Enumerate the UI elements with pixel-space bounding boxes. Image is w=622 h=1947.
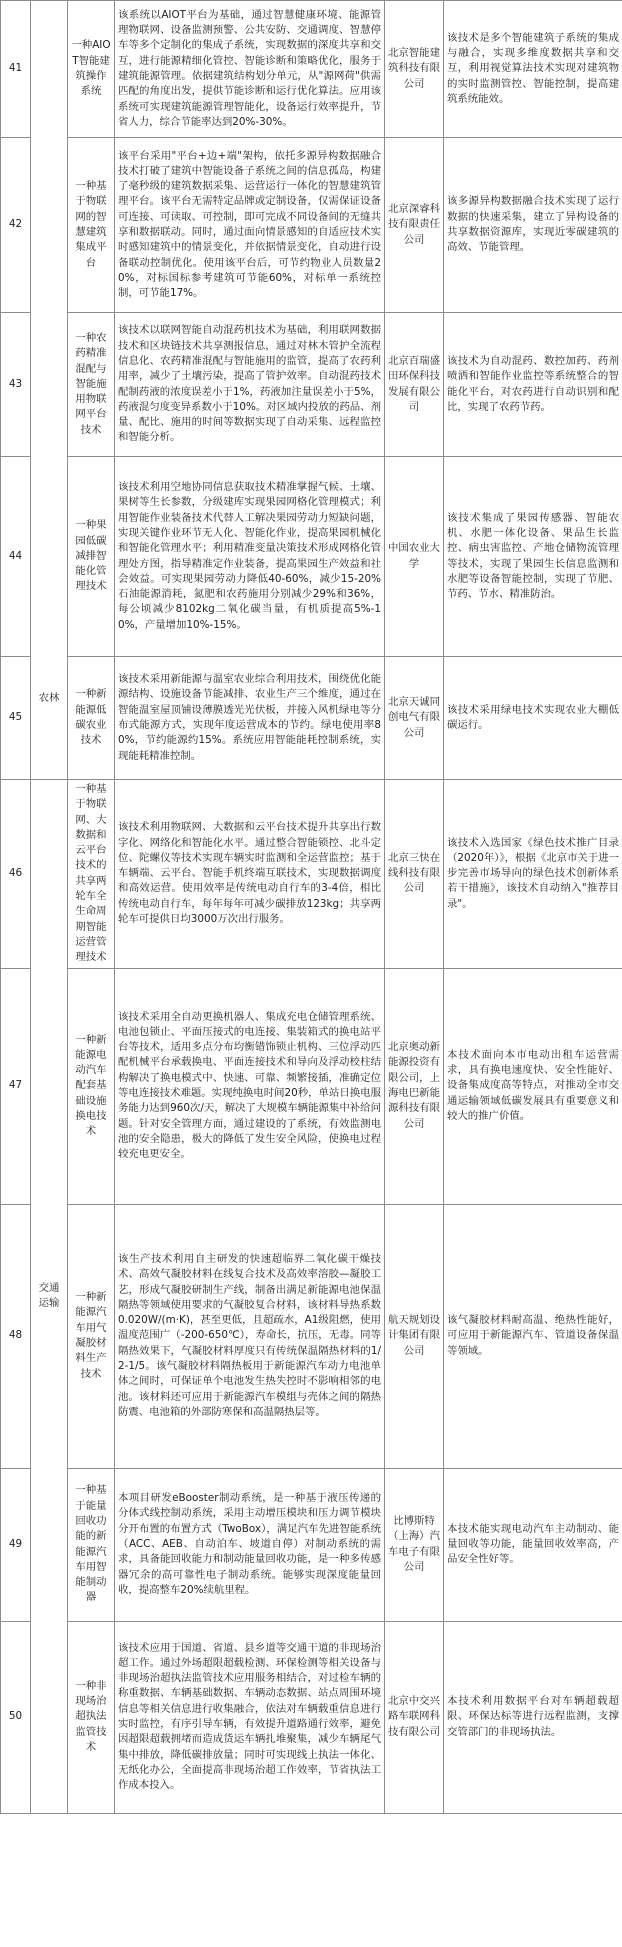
row-number: 45 — [1, 657, 31, 780]
technology-remark: 该技术是多个智能建筑子系统的集成与融合，实现多维度数据共享和交互，利用视觉算法技术实现对建筑物的实时监测管控、智能控制，提高建筑系统能效。 — [444, 1, 622, 138]
technology-remark: 本技术利用数据平台对车辆超载超限、环保达标等进行远程监测，支撑交管部门的非现场执法。 — [444, 1621, 622, 1813]
technology-name: 一种基于能量回收功能的新能源汽车用智能制动器 — [68, 1468, 115, 1621]
company-name: 北京奥动新能源投资有限公司，上海电巴新能源科技有限公司 — [385, 968, 444, 1204]
row-number: 41 — [1, 1, 31, 138]
company-name: 北京天诚同创电气有限公司 — [385, 657, 444, 780]
technology-remark: 本技术能实现电动汽车主动制动、能量回收等功能，能量回收效率高，产品安全性好等。 — [444, 1468, 622, 1621]
row-number: 43 — [1, 313, 31, 457]
row-number: 42 — [1, 138, 31, 313]
technology-name: 一种农药精准混配与智能施用物联网平台技术 — [68, 313, 115, 457]
sector-cell: 交通运输 — [31, 780, 68, 1814]
technology-name: 一种新能源电动汽车配套基础设施换电技术 — [68, 968, 115, 1204]
technology-description: 该技术利用物联网、大数据和云平台技术提升共享出行数字化、网络化和智能化水平。通过整合智能锁控、北斗定位、陀螺仪等技术实现车辆实时监测和全运营监控；基于车辆端、云平台、智能手机终端互联技术，实现数据调度和高效运营。使用效率是传统电动自行车的3-4倍，相比传统电动自行车，每年每年可减少碳排放123kg；共享两轮车可提供日均3000万次出行服务。 — [115, 780, 385, 969]
company-name: 北京智能建筑科技有限公司 — [385, 1, 444, 138]
company-name: 航天规划设计集团有限公司 — [385, 1204, 444, 1468]
row-number: 50 — [1, 1621, 31, 1813]
technology-description: 该平台采用"平台+边+端"架构，依托多源异构数据融合技术打破了建筑中智能设备子系统之间的信息孤岛，构建了毫秒级的建筑数据采集、运营运行一体化的智慧建筑管理平台。该平台无需特定品牌或定制设备，仅需保证设备可连接、可读取、可控制，即可完成不同设备间的无缝共享和数据联动。同时，通过面向情景感知的自适应技术实时感知建筑中的情景变化，并依据情景变化，自动进行设备联动控制优化。使用该平台后，可节约物业人员数量20%，对标国标参考建筑可节能60%，对标单一系统控制，可节能17%。 — [115, 138, 385, 313]
technology-description: 该技术应用于国道、省道、县乡道等交通干道的非现场治超工作。通过外场超限超载检测、环保检测等相关设备与非现场治超执法监管技术应用服务相结合，对过检车辆的称重数据、车辆基础数据、车辆动态数据、站点周围环境信息等相关信息进行收集融合，依法对车辆载重信息进行实时监控，有序引导车辆，有效提升道路通行效率，避免因超限超载拥堵而造成货运车辆扎堆聚集，减少车辆尾气集中排放，降低碳排放量；同时可实现线上执法一体化、无纸化办公，全面提高非现场治超工作效率，节省执法工作成本投入。 — [115, 1621, 385, 1813]
technology-remark: 该技术采用绿电技术实现农业大棚低碳运行。 — [444, 657, 622, 780]
technology-description: 该技术以联网智能自动混药机技术为基础，利用联网数据技术和区块链技术共享测报信息，通过对林木管护全流程信息化、农药精准混配与智能施用的监管，提高了农药利用率，减少了土壤污染，提高了管护效率。自动混药技术配制药液的浓度误差小于1%，药液加注量误差小于5%，药液混匀度变异系数小于10%。对区域内投放的药品、剂量、配比、施用的时间等数据实现了自动采集、远程监控和智能分析。 — [115, 313, 385, 457]
table-row — [1, 1, 622, 138]
technology-description: 该技术采用新能源与温室农业综合利用技术，围绕优化能源结构、设施设备节能减排、农业生产三个维度，通过在智能温室屋顶铺设薄膜透光光伏板，并接入风机绿电等分布式能源方式，实现年度运营成本的节约。绿电使用率80%，节约能源约15%。系统应用智能能耗控制系统，实现能耗精准控制。 — [115, 657, 385, 780]
technology-description: 该技术采用全自动更换机器人、集成充电仓储管理系统、电池包锁止、平面压接式的电连接、集装箱式的换电站平台等技术，适用多点分布均衡错饰锁止机构、三位浮动匹配机械平台承载换电、平面连接技术和导向及浮动校柱结构解决了换电模式中、快速、可靠、频繁接插，准确定位等电连接技术难题。实现纯换电时间20秒，单站日换电服务能力达到960次/天，解决了大规模车辆能源集中补给问题。针对安全管理方面，通过建设的了系统，有效监测电池的安全隐患，极大的降低了发生安全风险，使换电过程较充电更安全。 — [115, 968, 385, 1204]
sector-cell: 农林 — [31, 1, 68, 780]
row-number: 44 — [1, 457, 31, 657]
technology-remark: 该多源异构数据融合技术实现了运行数据的快速采集，建立了异构设备的共享数据资源库，实现近零碳建筑的高效、节能管理。 — [444, 138, 622, 313]
table-row — [1, 968, 622, 1204]
table-row — [1, 138, 622, 313]
table-row — [1, 1204, 622, 1468]
technology-remark: 本技术面向本市电动出租车运营需求，具有换电速度快、安全性能好、设备集成度高等特点，对推动全市交通运输领域低碳发展具有重要意义和较大的推广价值。 — [444, 968, 622, 1204]
table-row — [1, 780, 622, 969]
row-number: 46 — [1, 780, 31, 969]
company-name: 北京中交兴路车联网科技有限公司 — [385, 1621, 444, 1813]
technology-name: 一种AIOT智能建筑操作系统 — [68, 1, 115, 138]
technology-description: 该系统以AIOT平台为基础，通过智慧健康环境、能源管理物联网、设备监测预警、公共安防、交通调度、智慧停车等多个定制化的集成子系统，实现数据的深度共享和交互，进行能源精细化管控、智能诊断和策略优化，服务于建筑能源管理。依据建筑结构划分单元，从"源网荷"供需匹配的角度出发，提供节能诊断和运行优化算法。应用该系统可实现建筑能源管理智能化，设备运行效率提升，节省人力，综合节能率达到20%-30%。 — [115, 1, 385, 138]
technology-name: 一种基于物联网、大数据和云平台技术的共享两轮车全生命周期智能运营管理技术 — [68, 780, 115, 969]
row-number: 48 — [1, 1204, 31, 1468]
company-name: 北京百瑞盛田环保科技发展有限公司 — [385, 313, 444, 457]
technology-remark: 该技术入选国家《绿色技术推广目录（2020年）》，根据《北京市关于进一步完善市场导向的绿色技术创新体系若干措施》，该技术自动纳入"推荐目录"。 — [444, 780, 622, 969]
technology-name: 一种新能源汽车用气凝胶材料生产技术 — [68, 1204, 115, 1468]
table-row — [1, 1468, 622, 1621]
table-row — [1, 313, 622, 457]
technology-remark: 该气凝胶材料耐高温、绝热性能好，可应用于新能源汽车、管道设备保温等领域。 — [444, 1204, 622, 1468]
technology-name: 一种非现场治超执法监管技术 — [68, 1621, 115, 1813]
company-name: 中国农业大学 — [385, 457, 444, 657]
company-name: 北京深睿科技有限责任公司 — [385, 138, 444, 313]
technology-remark: 该技术为自动混药、数控加药、药剂喷洒和智能作业监控等系统整合的智能化平台，对农药进行自动识别和配比，实现了农药节药。 — [444, 313, 622, 457]
technology-name: 一种基于物联网的智慧建筑集成平台 — [68, 138, 115, 313]
technology-name: 一种新能源低碳农业技术 — [68, 657, 115, 780]
technology-description: 本项目研发eBooster制动系统，是一种基于液压传递的分体式线控制动系统，采用主动增压模块和压力调节模块分开布置的布置方式（TwoBox），满足汽车先进智能系统（ACC、AEB、自动泊车、坡道自停）对制动系统的需求，具备能回收能力和制动能量回收功能，是一种多传感器冗余的高可靠性电子制动系统。能够实现深度能量回收，提高整车20%续航里程。 — [115, 1468, 385, 1621]
technology-remark: 该技术集成了果园传感器、智能农机、水肥一体化设备、果品生长监控、病虫害监控、产地仓储物流管理等技术，实现了果园生长信息监测和水肥等设备智能控制，实现了节肥、节药、节水、精准防治。 — [444, 457, 622, 657]
company-name: 北京三快在线科技有限公司 — [385, 780, 444, 969]
company-name: 比博斯特（上海）汽车电子有限公司 — [385, 1468, 444, 1621]
row-number: 49 — [1, 1468, 31, 1621]
table-row — [1, 1621, 622, 1813]
table-row — [1, 657, 622, 780]
technology-description: 该生产技术利用自主研发的快速超临界二氧化碳干燥技术、高效气凝胶材料在线复合技术及高效率溶胶—凝胶工艺，形成气凝胶研制生产线，制备出满足新能源电池保温隔热等领域使用要求的气凝胶复合材料，该材料导热系数0.020W/(m·K)，甚至更低，且超疏水，A1级阻燃，使用温度范围广（-200-650℃），寿命长，抗压，无毒。同等隔热效果下，气凝胶材料厚度只有传统保温隔热材料的1/2-1/5。该气凝胶材料隔热板用于新能源汽车动力电池单体之间时，可保证单个电池发生热失控时不影响相邻的电池。该材料还可应用于新能源汽车模组与壳体之间的隔热防震、电池箱的外部防寒保和高温隔热层等。 — [115, 1204, 385, 1468]
table-row — [1, 457, 622, 657]
row-number: 47 — [1, 968, 31, 1204]
technology-description: 该技术利用空地协同信息获取技术精准掌握气候、土壤、果树等生长参数，分级建库实现果园网格化管理模式；利用智能作业装备技术代替人工解决果园劳动力短缺问题，实现关键作业环节无人化、智能化作业，提高果园机械化和智能化管理水平；利用精准变量决策技术形成网格化管理处方图，指导精准定作业装备，提高果园生产效益和社会效益。可实现果园劳动力降低40-60%，减少15-20%石油能源消耗，氮肥和农药施用分别减少29%和36%，每公顷减少8102kg二氧化碳当量，有机质提高5%-10%，产量增加10%-15%。 — [115, 457, 385, 657]
technology-name: 一种果园低碳减排智能化管理技术 — [68, 457, 115, 657]
